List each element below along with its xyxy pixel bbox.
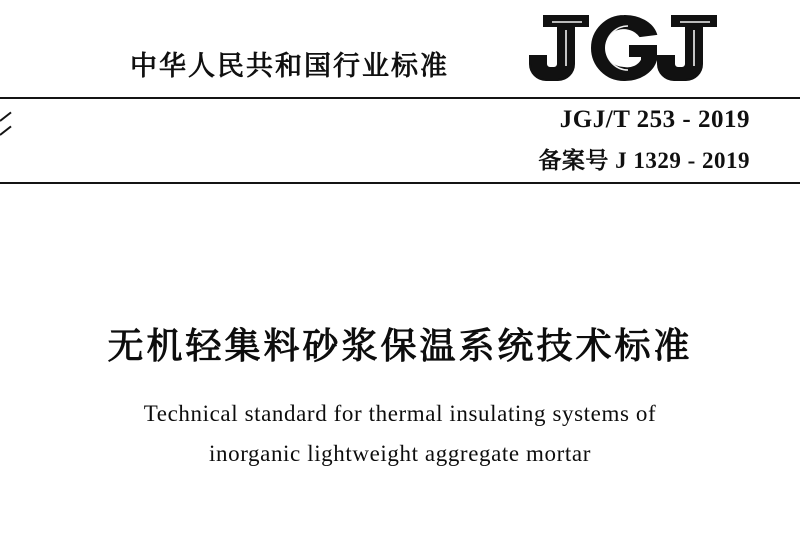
cover-header [0,0,800,182]
page-edge-mark [0,112,12,122]
jgj-logo [522,10,752,88]
document-title-english-line-2: inorganic lightweight aggregate mortar [209,441,591,466]
issuing-authority-line: 中华人民共和国行业标准 [130,51,449,81]
header-divider-bottom [0,182,800,184]
document-title-english-line-1: Technical standard for thermal insulating systems of [143,401,657,426]
document-title-chinese: 无机轻集料砂浆保温系统技术标准 [107,326,693,366]
page-edge-mark [0,126,12,136]
standard-code: JGJ/T 253 - 2019 [559,106,750,133]
record-number: 备案号 J 1329 - 2019 [538,148,750,173]
header-divider-top [0,97,800,99]
document-title-english [0,394,800,474]
